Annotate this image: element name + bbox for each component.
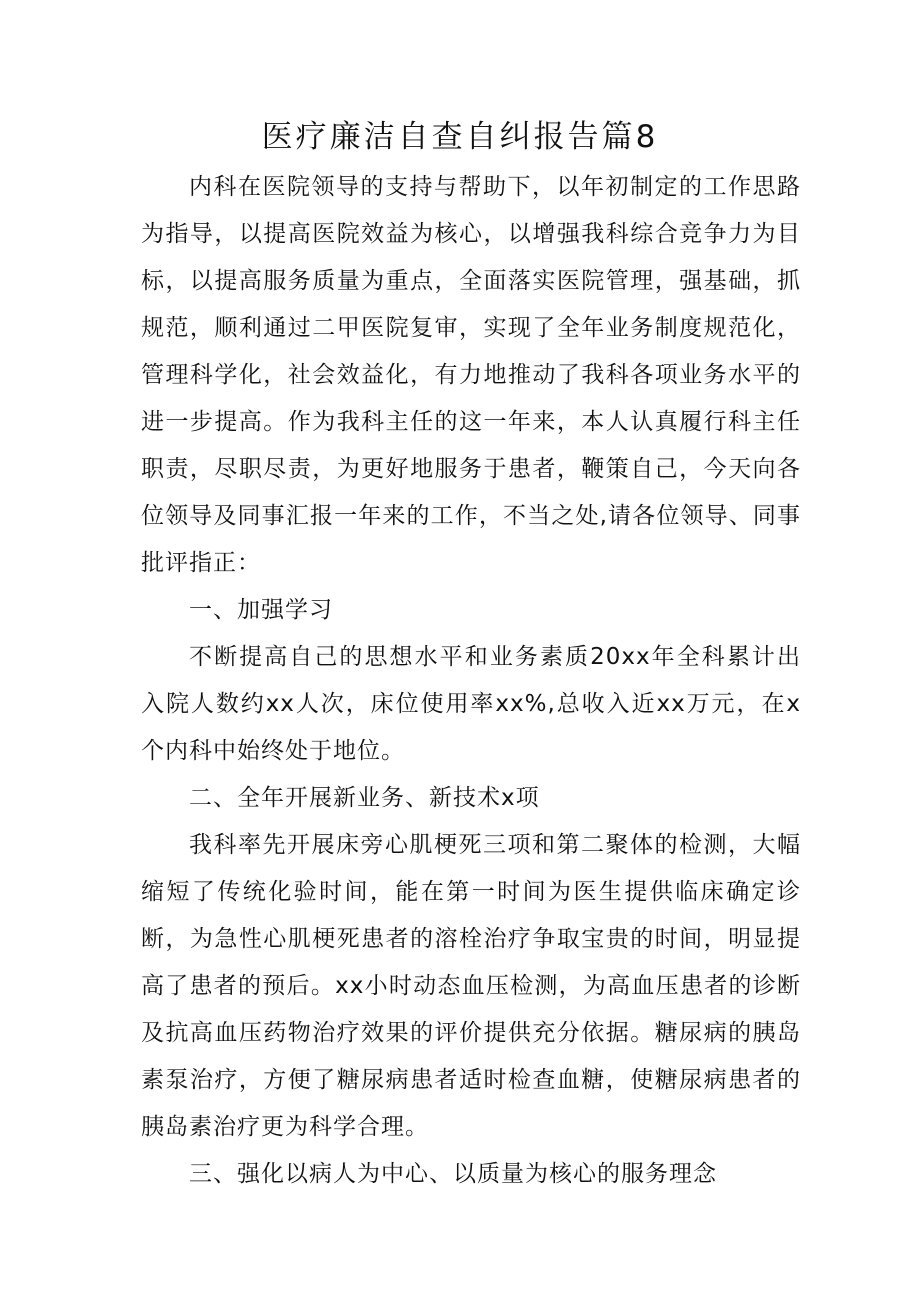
section-heading: 二、全年开展新业务、新技术x项 xyxy=(189,785,540,811)
body-paragraph: 不断提高自己的思想水平和业务素质20xx年全科累计出入院人数约xx人次，床位使用率xx%,总收入近xx万元，在x个内科中始终处于地位。 xyxy=(141,644,801,764)
section-heading: 一、加强学习 xyxy=(189,597,333,623)
document-title: 医疗廉洁自查自纠报告篇8 xyxy=(261,119,659,155)
document-body xyxy=(141,164,801,1198)
body-paragraph: 内科在医院领导的支持与帮助下，以年初制定的工作思路为指导，以提高医院效益为核心，以增强我科综合竞争力为目标，以提高服务质量为重点，全面落实医院管理，强基础，抓规范，顺利通过二甲医院复审，实现了全年业务制度规范化，管理科学化，社会效益化，有力地推动了我科各项业务水平的进一步提高。作为我科主任的这一年来，本人认真履行科主任职责，尽职尽责，为更好地服务于患者，鞭策自己，今天向各位领导及同事汇报一年来的工作，不当之处,请各位领导、同事批评指正： xyxy=(141,174,801,576)
body-paragraph: 我科率先开展床旁心肌梗死三项和第二聚体的检测，大幅缩短了传统化验时间，能在第一时间为医生提供临床确定诊断，为急性心肌梗死患者的溶栓治疗争取宝贵的时间，明显提高了患者的预后。xx小时动态血压检测，为高血压患者的诊断及抗高血压药物治疗效果的评价提供充分依据。糖尿病的胰岛素泵治疗，方便了糖尿病患者适时检查血糖，使糖尿病患者的胰岛素治疗更为科学合理。 xyxy=(141,832,801,1140)
section-heading: 三、强化以病人为中心、以质量为核心的服务理念 xyxy=(189,1161,717,1187)
